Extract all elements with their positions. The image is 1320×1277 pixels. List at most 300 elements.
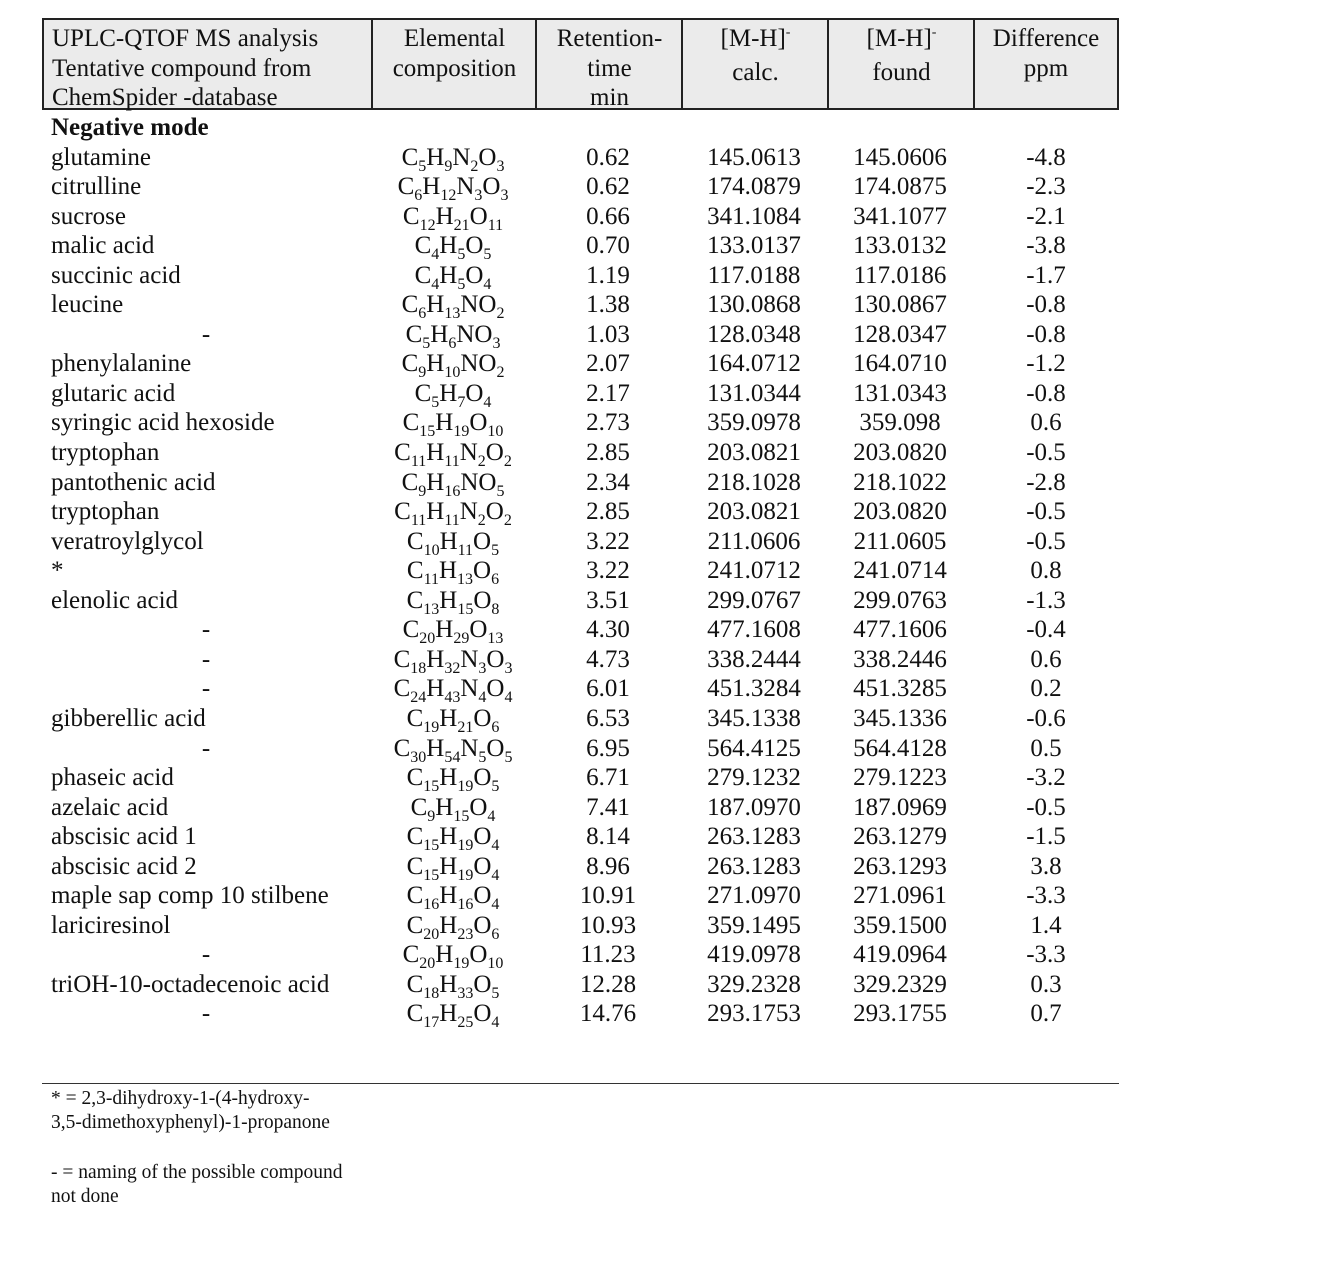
table-row (0, 674, 1320, 707)
formula-count: 12 (419, 216, 436, 234)
retention-time: 2.85 (586, 439, 630, 466)
mh-calc-value: 345.1338 (707, 704, 801, 732)
formula-count: 15 (423, 837, 440, 855)
difference-ppm: -0.8 (1026, 320, 1066, 348)
mh-found-value: 263.1279 (853, 823, 947, 851)
formula-element: O (473, 1000, 492, 1028)
formula-count: 10 (487, 955, 504, 973)
formula-element: O (473, 911, 492, 939)
retention-time: 0.70 (586, 232, 630, 260)
retention-time: 8.96 (586, 852, 630, 880)
mh-found-value: 341.1077 (853, 202, 947, 230)
table-row (0, 763, 1320, 796)
formula-count: 9 (418, 364, 427, 382)
table-row (0, 231, 1320, 264)
formula-count: 5 (457, 246, 466, 264)
retention-time: 2.17 (586, 379, 630, 407)
compound-name: - (201, 320, 211, 348)
formula-element: N (460, 645, 479, 673)
retention-time: 0.62 (586, 143, 630, 171)
compound-name: - (201, 1000, 211, 1028)
formula-element: H (439, 764, 458, 792)
formula-count: 19 (453, 423, 470, 441)
formula-element: H (439, 232, 458, 260)
retention-time: 0.66 (586, 202, 630, 230)
formula-element: C (406, 586, 424, 614)
difference-ppm: -0.5 (1026, 793, 1066, 821)
formula-element: C (393, 734, 411, 762)
formula-element: H (439, 852, 458, 880)
retention-time: 3.22 (586, 527, 630, 555)
difference-ppm: 1.4 (1030, 911, 1062, 939)
compound-name: - (201, 645, 211, 673)
compound-name: elenolic acid (51, 586, 179, 614)
formula-element: H (430, 320, 449, 348)
mh-calc-value: 329.2328 (707, 970, 801, 998)
formula-count: 5 (491, 541, 500, 559)
mh-found-value: 345.1336 (853, 704, 947, 732)
compound-name: phaseic acid (51, 764, 174, 792)
retention-time: 7.41 (586, 793, 630, 821)
formula-element: N (460, 734, 479, 762)
mh-calc-value: 203.0821 (707, 498, 801, 526)
mh-calc-value: 145.0613 (707, 143, 801, 171)
formula-count: 2 (477, 512, 486, 530)
table-row (0, 645, 1320, 675)
formula-count: 4 (483, 275, 492, 293)
elemental-formula (372, 734, 534, 767)
table-row (0, 261, 1320, 291)
compound-name: leucine (51, 291, 124, 319)
retention-time: 6.71 (586, 764, 630, 792)
retention-time: 0.62 (586, 173, 630, 201)
compound-name: maple sap comp 10 stilbene (51, 882, 329, 910)
formula-element: C (406, 557, 424, 585)
difference-ppm: -3.8 (1026, 232, 1066, 260)
formula-count: 15 (423, 866, 440, 884)
formula-count: 10 (444, 364, 461, 382)
formula-element: H (426, 498, 445, 526)
formula-count: 11 (457, 541, 474, 559)
header-retention-time: Retention- time min (535, 20, 682, 108)
mh-found-value: 329.2329 (853, 970, 947, 998)
mh-calc-value: 477.1608 (707, 616, 801, 644)
formula-count: 6 (448, 334, 457, 352)
formula-element: N (460, 468, 479, 496)
elemental-formula (372, 468, 534, 501)
formula-element: C (393, 675, 411, 703)
formula-element: H (435, 616, 454, 644)
formula-count: 13 (457, 571, 474, 589)
formula-element: O (473, 882, 492, 910)
formula-element: O (486, 645, 505, 673)
compound-name: succinic acid (51, 261, 181, 289)
formula-element: H (426, 350, 445, 378)
header-mh-calc: [M-H]- calc. (681, 20, 828, 108)
elemental-formula (372, 970, 534, 1003)
formula-count: 6 (491, 571, 500, 589)
mh-found-value: 128.0347 (853, 320, 947, 348)
difference-ppm: -3.3 (1026, 882, 1066, 910)
retention-time: 1.03 (586, 320, 630, 348)
retention-time: 6.95 (586, 734, 630, 762)
compound-name: tryptophan (51, 439, 160, 466)
mh-found-value: 299.0763 (853, 586, 947, 614)
compound-name: triOH-10-octadecenoic acid (51, 970, 330, 998)
difference-ppm: -1.2 (1026, 350, 1066, 378)
formula-element: C (394, 498, 411, 526)
formula-element: C (401, 291, 419, 319)
mh-calc-value: 133.0137 (707, 232, 801, 260)
formula-count: 13 (423, 600, 440, 618)
mh-found-value: 271.0961 (853, 882, 947, 910)
compound-name: tryptophan (51, 498, 160, 526)
formula-element: C (402, 409, 420, 437)
mh-found-value: 187.0969 (853, 793, 947, 821)
elemental-formula (372, 793, 534, 826)
compound-name: glutaric acid (51, 379, 176, 407)
compound-name: phenylalanine (51, 350, 192, 378)
formula-element: H (426, 439, 445, 466)
difference-ppm: 0.3 (1030, 970, 1062, 998)
difference-ppm: -1.7 (1026, 261, 1066, 289)
formula-element: C (401, 143, 419, 171)
formula-count: 5 (504, 748, 513, 766)
formula-count: 17 (423, 1014, 440, 1032)
mh-calc-value: 218.1028 (707, 468, 801, 496)
formula-element: H (426, 645, 445, 673)
mh-found-value: 263.1293 (853, 852, 947, 880)
mh-found-value: 203.0820 (853, 498, 947, 526)
formula-count: 3 (474, 187, 483, 205)
table-row (0, 143, 1320, 173)
formula-element: C (393, 645, 411, 673)
mh-calc-value: 128.0348 (707, 320, 801, 348)
formula-element: C (406, 882, 424, 910)
difference-ppm: 0.2 (1030, 675, 1062, 703)
footer-divider (42, 1083, 1119, 1084)
table-row (0, 852, 1320, 882)
formula-element: C (401, 350, 419, 378)
formula-count: 5 (491, 984, 500, 1002)
compound-name: lariciresinol (51, 911, 171, 939)
formula-count: 4 (491, 896, 500, 914)
elemental-formula (372, 704, 534, 737)
formula-element: O (469, 202, 488, 230)
formula-element: H (439, 704, 458, 732)
formula-count: 2 (503, 512, 512, 530)
formula-count: 4 (491, 1014, 500, 1032)
table-row (0, 911, 1320, 941)
formula-element: H (439, 586, 458, 614)
formula-count: 2 (470, 157, 479, 175)
retention-time: 2.07 (586, 350, 630, 378)
formula-element: C (406, 764, 424, 792)
footnote-asterisk: * = 2,3-dihydroxy-1-(4-hydroxy- 3,5-dimethoxyphenyl)-1-propanone (51, 1088, 330, 1133)
formula-count: 2 (477, 453, 486, 470)
mh-calc-value: 263.1283 (707, 823, 801, 851)
formula-count: 6 (491, 718, 500, 736)
formula-count: 3 (504, 659, 513, 677)
mh-found-value: 164.0710 (853, 350, 947, 378)
formula-count: 13 (444, 305, 461, 323)
formula-element: O (482, 173, 501, 201)
mh-found-value: 131.0343 (853, 379, 947, 407)
mh-found-value: 359.098 (859, 409, 941, 437)
elemental-formula (372, 438, 534, 471)
formula-element: N (459, 439, 478, 466)
mh-found-value: 130.0867 (853, 291, 947, 319)
formula-element: N (459, 498, 478, 526)
compound-name: - (201, 734, 211, 762)
formula-element: N (460, 350, 479, 378)
retention-time: 4.30 (586, 616, 630, 644)
formula-element: H (439, 882, 458, 910)
retention-time: 3.22 (586, 557, 630, 585)
elemental-formula (372, 231, 534, 264)
elemental-formula (372, 615, 534, 648)
mh-calc-value: 359.0978 (707, 409, 801, 437)
formula-element: C (405, 320, 423, 348)
compound-name: malic acid (51, 232, 155, 260)
formula-element: O (478, 291, 497, 319)
formula-element: C (397, 173, 415, 201)
retention-time: 8.14 (586, 823, 630, 851)
formula-count: 4 (431, 246, 440, 264)
retention-time: 1.38 (586, 291, 630, 319)
formula-count: 13 (487, 630, 504, 648)
formula-element: O (478, 350, 497, 378)
table-row (0, 408, 1320, 441)
compound-name: - (201, 941, 211, 969)
formula-count: 4 (487, 807, 496, 825)
formula-element: H (426, 675, 445, 703)
elemental-formula (372, 674, 534, 707)
mh-calc-value: 187.0970 (707, 793, 801, 821)
formula-element: H (435, 202, 454, 230)
formula-count: 32 (444, 659, 461, 677)
formula-count: 9 (444, 157, 453, 175)
table-row (0, 290, 1320, 323)
elemental-formula (372, 320, 534, 353)
formula-count: 11 (410, 453, 427, 470)
formula-element: N (456, 320, 475, 348)
formula-element: H (439, 911, 458, 939)
compound-name: abscisic acid 1 (51, 823, 197, 851)
mh-found-value: 419.0964 (853, 941, 947, 969)
formula-count: 15 (457, 600, 474, 618)
formula-element: O (473, 823, 492, 851)
mh-found-value: 117.0186 (853, 261, 947, 289)
mh-calc-value: 341.1084 (707, 202, 801, 230)
mh-found-value: 203.0820 (853, 439, 947, 466)
formula-element: H (439, 970, 458, 998)
table-row (0, 734, 1320, 764)
mh-found-value: 279.1223 (853, 764, 947, 792)
formula-count: 19 (457, 778, 474, 796)
mh-calc-value: 279.1232 (707, 764, 801, 792)
table-row (0, 202, 1320, 232)
formula-element: O (465, 232, 484, 260)
retention-time: 10.93 (579, 911, 637, 939)
formula-element: O (478, 143, 497, 171)
difference-ppm: -0.6 (1026, 704, 1066, 732)
formula-count: 18 (423, 984, 440, 1002)
mh-calc-value: 359.1495 (707, 911, 801, 939)
elemental-formula (372, 261, 534, 294)
header-compound: UPLC-QTOF MS analysis Tentative compound from ChemSpider -database (52, 25, 319, 111)
elemental-formula (372, 645, 534, 678)
formula-count: 5 (491, 778, 500, 796)
formula-element: C (410, 793, 428, 821)
formula-element: O (486, 734, 505, 762)
formula-element: H (422, 173, 441, 201)
mh-calc-value: 263.1283 (707, 852, 801, 880)
elemental-formula (372, 763, 534, 796)
formula-count: 5 (478, 748, 487, 766)
difference-ppm: -0.8 (1026, 291, 1066, 319)
formula-element: C (414, 232, 432, 260)
formula-count: 2 (503, 453, 512, 470)
formula-count: 9 (418, 482, 427, 500)
mh-calc-value: 299.0767 (707, 586, 801, 614)
retention-time: 14.76 (579, 1000, 637, 1028)
formula-element: H (439, 527, 458, 555)
formula-element: C (406, 1000, 424, 1028)
formula-element: O (465, 379, 484, 407)
formula-count: 4 (483, 393, 492, 411)
formula-element: O (473, 852, 492, 880)
formula-count: 2 (496, 305, 505, 323)
elemental-formula (372, 143, 534, 176)
compound-name: citrulline (51, 173, 142, 201)
formula-element: H (439, 379, 458, 407)
mh-calc-value: 419.0978 (707, 941, 801, 969)
retention-time: 4.73 (586, 645, 630, 673)
formula-count: 5 (422, 334, 431, 352)
difference-ppm: -3.3 (1026, 941, 1066, 969)
difference-ppm: 0.6 (1030, 409, 1062, 437)
difference-ppm: -0.4 (1026, 616, 1066, 644)
formula-element: O (469, 409, 488, 437)
formula-element: C (406, 527, 424, 555)
difference-ppm: -0.5 (1026, 439, 1066, 466)
difference-ppm: -0.5 (1026, 498, 1066, 526)
formula-element: H (435, 793, 454, 821)
formula-count: 11 (410, 512, 427, 530)
mh-found-value: 293.1755 (853, 1000, 947, 1028)
table-row (0, 615, 1320, 648)
elemental-formula (372, 881, 534, 914)
table-row (0, 349, 1320, 382)
formula-count: 18 (410, 659, 427, 677)
mh-found-value: 133.0132 (853, 232, 947, 260)
formula-count: 20 (419, 630, 436, 648)
table-row (0, 793, 1320, 823)
mh-calc-value: 164.0712 (707, 350, 801, 378)
elemental-formula (372, 349, 534, 382)
formula-element: O (486, 675, 505, 703)
formula-count: 24 (410, 689, 427, 707)
formula-count: 5 (457, 275, 466, 293)
compound-name: sucrose (51, 202, 126, 230)
difference-ppm: -2.1 (1026, 202, 1066, 230)
formula-count: 16 (423, 896, 440, 914)
retention-time: 1.19 (586, 261, 630, 289)
compound-name: pantothenic acid (51, 468, 216, 496)
formula-count: 21 (453, 216, 470, 234)
compound-name: glutamine (51, 143, 151, 171)
formula-count: 19 (457, 837, 474, 855)
formula-count: 15 (453, 807, 470, 825)
elemental-formula (372, 940, 534, 973)
formula-count: 11 (444, 512, 460, 530)
mh-found-value: 564.4128 (853, 734, 947, 762)
formula-element: O (485, 498, 504, 526)
mh-calc-value: 451.3284 (707, 675, 801, 703)
table-row (0, 438, 1320, 468)
formula-element: O (473, 586, 492, 614)
formula-element: C (394, 439, 411, 466)
formula-element: O (474, 320, 493, 348)
difference-ppm: 0.8 (1030, 557, 1062, 585)
formula-element: O (469, 616, 488, 644)
formula-count: 6 (418, 305, 427, 323)
mh-calc-value: 174.0879 (707, 173, 801, 201)
formula-element: C (414, 261, 432, 289)
elemental-formula (372, 379, 534, 412)
mh-found-value: 145.0606 (853, 143, 947, 171)
section-title: Negative mode (51, 114, 209, 141)
formula-count: 6 (491, 925, 500, 943)
elemental-formula (372, 202, 534, 235)
elemental-formula (372, 999, 534, 1032)
formula-element: O (473, 527, 492, 555)
formula-element: H (439, 1000, 458, 1028)
formula-count: 20 (423, 925, 440, 943)
retention-time: 11.23 (580, 941, 636, 969)
formula-element: H (426, 468, 445, 496)
formula-count: 43 (444, 689, 461, 707)
difference-ppm: -2.3 (1026, 173, 1066, 201)
formula-count: 4 (491, 866, 500, 884)
formula-element: O (485, 439, 504, 466)
table-row (0, 320, 1320, 350)
mh-calc-value: 271.0970 (707, 882, 801, 910)
formula-count: 19 (453, 955, 470, 973)
compound-name: gibberellic acid (51, 704, 206, 732)
table-row (0, 586, 1320, 616)
mh-calc-value: 564.4125 (707, 734, 801, 762)
formula-element: H (426, 734, 445, 762)
elemental-formula (372, 822, 534, 855)
compound-name: syringic acid hexoside (51, 409, 275, 437)
mh-found-value: 241.0714 (853, 557, 947, 585)
mh-calc-value: 117.0188 (707, 261, 801, 289)
formula-count: 4 (504, 689, 513, 707)
formula-count: 6 (414, 187, 423, 205)
mh-calc-value: 203.0821 (707, 439, 801, 466)
compound-name: abscisic acid 2 (51, 852, 197, 880)
mh-found-value: 451.3285 (853, 675, 947, 703)
formula-count: 5 (483, 246, 492, 264)
formula-element: C (402, 941, 420, 969)
formula-element: C (406, 823, 424, 851)
formula-element: C (406, 970, 424, 998)
formula-element: O (478, 468, 497, 496)
formula-count: 25 (457, 1014, 474, 1032)
formula-count: 16 (444, 482, 461, 500)
